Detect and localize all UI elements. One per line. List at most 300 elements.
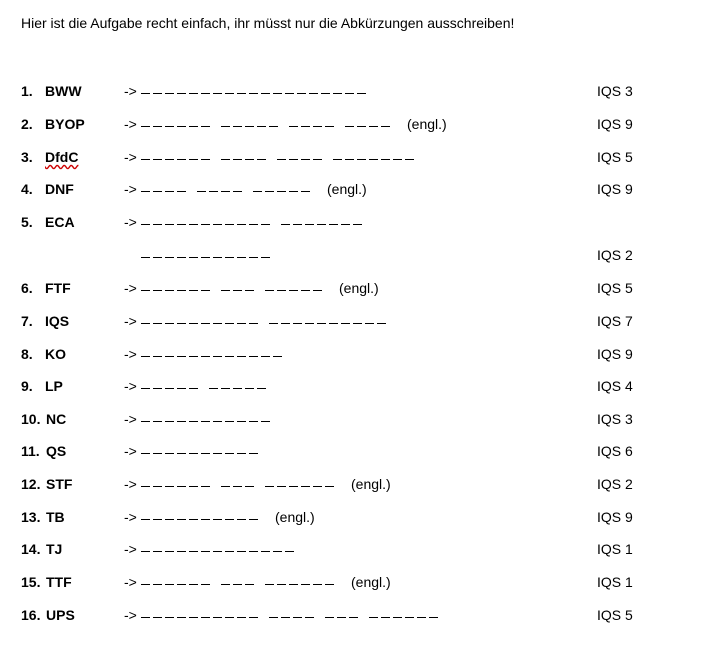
blank-dash <box>225 421 234 422</box>
blank-dash <box>321 93 330 94</box>
blank-dash <box>141 617 150 618</box>
arrow: -> <box>124 280 137 296</box>
answer-blanks[interactable] <box>141 83 377 99</box>
list-item <box>0 443 704 463</box>
blank-dash <box>369 159 378 160</box>
blank-dash <box>153 191 162 192</box>
blank-dash <box>153 486 162 487</box>
answer-blanks[interactable] <box>141 313 397 329</box>
abbreviation: TB <box>46 509 65 525</box>
answer-blanks[interactable] <box>141 541 305 557</box>
blank-dash <box>141 290 150 291</box>
blank-dash <box>165 388 174 389</box>
blank-word-group <box>221 149 269 165</box>
blank-word-group <box>141 476 213 492</box>
blank-dash <box>153 290 162 291</box>
blank-dash <box>257 126 266 127</box>
blank-dash <box>213 421 222 422</box>
blank-dash <box>237 257 246 258</box>
blank-dash <box>233 290 242 291</box>
blank-word-group <box>141 116 213 132</box>
blank-dash <box>273 356 282 357</box>
blank-dash <box>165 421 174 422</box>
blank-dash <box>177 93 186 94</box>
blank-dash <box>253 191 262 192</box>
blank-dash <box>189 290 198 291</box>
list-item <box>0 116 704 136</box>
blank-dash <box>313 159 322 160</box>
arrow: -> <box>124 607 137 623</box>
blank-dash <box>349 617 358 618</box>
blank-dash <box>273 551 282 552</box>
list-item <box>0 411 704 431</box>
blank-dash <box>177 191 186 192</box>
blank-dash <box>233 159 242 160</box>
blank-dash <box>277 584 286 585</box>
blank-dash <box>177 290 186 291</box>
iqs-score: IQS 2 <box>597 476 633 492</box>
blank-dash <box>165 453 174 454</box>
list-item <box>0 378 704 398</box>
blank-dash <box>165 159 174 160</box>
blank-dash <box>221 584 230 585</box>
blank-dash <box>357 93 366 94</box>
list-item <box>0 607 704 627</box>
blank-dash <box>237 519 246 520</box>
blank-word-group <box>281 214 365 230</box>
blank-dash <box>249 224 258 225</box>
blank-dash <box>325 126 334 127</box>
blank-word-group <box>141 346 285 362</box>
blank-dash <box>245 388 254 389</box>
blank-word-group <box>369 607 441 623</box>
blank-dash <box>177 421 186 422</box>
item-number: 5. <box>21 214 33 230</box>
abbreviation: FTF <box>45 280 71 296</box>
blank-dash <box>153 519 162 520</box>
arrow: -> <box>124 411 137 427</box>
blank-dash <box>177 584 186 585</box>
blank-dash <box>141 584 150 585</box>
blank-dash <box>197 191 206 192</box>
blank-dash <box>221 388 230 389</box>
arrow: -> <box>124 149 137 165</box>
blank-dash <box>153 126 162 127</box>
blank-dash <box>233 388 242 389</box>
blank-dash <box>177 126 186 127</box>
blank-dash <box>237 453 246 454</box>
blank-dash <box>329 224 338 225</box>
list-item <box>0 247 704 267</box>
blank-dash <box>417 617 426 618</box>
answer-blanks[interactable] <box>141 247 281 263</box>
item-number: 9. <box>21 378 33 394</box>
blank-dash <box>365 323 374 324</box>
blank-dash <box>429 617 438 618</box>
blank-dash <box>201 290 210 291</box>
blank-dash <box>201 93 210 94</box>
blank-dash <box>269 126 278 127</box>
blank-dash <box>201 617 210 618</box>
blank-dash <box>313 486 322 487</box>
blank-dash <box>165 551 174 552</box>
iqs-score: IQS 3 <box>597 411 633 427</box>
blank-dash <box>177 486 186 487</box>
blank-word-group <box>141 280 213 296</box>
blank-dash <box>237 617 246 618</box>
blank-dash <box>345 126 354 127</box>
blank-word-group <box>141 607 261 623</box>
iqs-score: IQS 1 <box>597 541 633 557</box>
blank-dash <box>141 388 150 389</box>
blank-dash <box>233 191 242 192</box>
answer-blanks[interactable] <box>141 280 379 296</box>
blank-dash <box>313 290 322 291</box>
blank-dash <box>221 191 230 192</box>
blank-dash <box>201 421 210 422</box>
blank-dash <box>337 617 346 618</box>
blank-dash <box>141 224 150 225</box>
blank-dash <box>237 323 246 324</box>
blank-dash <box>165 191 174 192</box>
answer-blanks[interactable] <box>141 411 281 427</box>
instruction-text: Hier ist die Aufgabe recht einfach, ihr müsst nur die Abkürzungen ausschreiben! <box>21 15 515 31</box>
blank-dash <box>201 486 210 487</box>
blank-dash <box>281 224 290 225</box>
blank-word-group <box>141 247 273 263</box>
blank-dash <box>237 356 246 357</box>
blank-word-group <box>265 280 325 296</box>
arrow: -> <box>124 476 137 492</box>
blank-dash <box>213 257 222 258</box>
language-note: (engl.) <box>339 280 379 296</box>
blank-dash <box>225 551 234 552</box>
blank-dash <box>405 617 414 618</box>
blank-dash <box>233 486 242 487</box>
blank-dash <box>249 617 258 618</box>
blank-dash <box>225 617 234 618</box>
blank-dash <box>261 224 270 225</box>
blank-dash <box>153 584 162 585</box>
arrow: -> <box>124 541 137 557</box>
blank-dash <box>313 126 322 127</box>
list-item <box>0 181 704 201</box>
blank-dash <box>213 93 222 94</box>
blank-dash <box>177 323 186 324</box>
blank-word-group <box>141 541 297 557</box>
blank-dash <box>325 617 334 618</box>
blank-dash <box>261 93 270 94</box>
iqs-score: IQS 2 <box>597 247 633 263</box>
blank-dash <box>381 159 390 160</box>
arrow: -> <box>124 83 137 99</box>
abbreviation: ECA <box>45 214 75 230</box>
language-note: (engl.) <box>407 116 447 132</box>
blank-dash <box>257 388 266 389</box>
blank-dash <box>165 257 174 258</box>
blank-dash <box>353 224 362 225</box>
answer-blanks[interactable] <box>141 607 449 623</box>
blank-dash <box>233 584 242 585</box>
blank-dash <box>285 93 294 94</box>
blank-dash <box>189 323 198 324</box>
iqs-score: IQS 5 <box>597 149 633 165</box>
item-number: 10. <box>21 411 41 427</box>
blank-dash <box>165 486 174 487</box>
blank-dash <box>153 159 162 160</box>
abbreviation: BYOP <box>45 116 85 132</box>
blank-dash <box>269 323 278 324</box>
blank-dash <box>141 356 150 357</box>
language-note: (engl.) <box>275 509 315 525</box>
blank-dash <box>189 126 198 127</box>
blank-dash <box>213 356 222 357</box>
blank-dash <box>201 323 210 324</box>
blank-dash <box>153 356 162 357</box>
blank-dash <box>237 224 246 225</box>
abbreviation: QS <box>46 443 67 459</box>
blank-word-group <box>269 607 317 623</box>
blank-dash <box>177 224 186 225</box>
blank-dash <box>225 323 234 324</box>
blank-dash <box>209 191 218 192</box>
blank-dash <box>221 126 230 127</box>
blank-dash <box>189 617 198 618</box>
blank-dash <box>301 290 310 291</box>
blank-dash <box>269 617 278 618</box>
arrow: -> <box>124 181 137 197</box>
blank-dash <box>369 617 378 618</box>
blank-dash <box>225 93 234 94</box>
blank-dash <box>405 159 414 160</box>
blank-word-group <box>221 476 257 492</box>
blank-dash <box>221 159 230 160</box>
blank-dash <box>165 584 174 585</box>
blank-dash <box>165 93 174 94</box>
language-note: (engl.) <box>351 574 391 590</box>
list-item <box>0 346 704 366</box>
blank-dash <box>225 453 234 454</box>
blank-word-group <box>289 116 337 132</box>
blank-dash <box>189 453 198 454</box>
blank-dash <box>377 323 386 324</box>
blank-dash <box>249 453 258 454</box>
blank-dash <box>213 224 222 225</box>
blank-dash <box>265 290 274 291</box>
blank-dash <box>213 323 222 324</box>
answer-blanks[interactable] <box>141 181 367 197</box>
blank-dash <box>277 290 286 291</box>
blank-dash <box>273 93 282 94</box>
answer-blanks[interactable] <box>141 476 391 492</box>
blank-dash <box>201 356 210 357</box>
blank-dash <box>289 159 298 160</box>
blank-word-group <box>333 149 417 165</box>
blank-dash <box>177 388 186 389</box>
blank-dash <box>293 224 302 225</box>
blank-dash <box>333 159 342 160</box>
blank-dash <box>345 159 354 160</box>
blank-dash <box>201 257 210 258</box>
item-number: 7. <box>21 313 33 329</box>
list-item <box>0 83 704 103</box>
list-item <box>0 214 704 234</box>
blank-dash <box>153 617 162 618</box>
blank-dash <box>245 290 254 291</box>
iqs-score: IQS 9 <box>597 116 633 132</box>
blank-dash <box>353 323 362 324</box>
blank-word-group <box>265 476 337 492</box>
blank-dash <box>177 617 186 618</box>
arrow: -> <box>124 116 137 132</box>
blank-dash <box>201 224 210 225</box>
blank-dash <box>341 224 350 225</box>
item-number: 11. <box>21 443 40 459</box>
blank-dash <box>293 323 302 324</box>
blank-dash <box>277 159 286 160</box>
blank-dash <box>277 486 286 487</box>
blank-dash <box>233 126 242 127</box>
blank-dash <box>325 486 334 487</box>
blank-dash <box>261 356 270 357</box>
blank-word-group <box>141 509 261 525</box>
blank-dash <box>369 126 378 127</box>
answer-blanks[interactable] <box>141 443 269 459</box>
arrow: -> <box>124 443 137 459</box>
blank-dash <box>237 551 246 552</box>
blank-dash <box>189 356 198 357</box>
blank-dash <box>177 519 186 520</box>
blank-dash <box>213 617 222 618</box>
item-number: 15. <box>21 574 41 590</box>
blank-dash <box>225 257 234 258</box>
blank-dash <box>265 584 274 585</box>
blank-dash <box>189 93 198 94</box>
blank-word-group <box>253 181 313 197</box>
arrow: -> <box>124 509 137 525</box>
blank-dash <box>201 453 210 454</box>
answer-blanks[interactable] <box>141 149 425 165</box>
blank-dash <box>165 126 174 127</box>
blank-dash <box>141 453 150 454</box>
blank-dash <box>141 551 150 552</box>
blank-dash <box>189 519 198 520</box>
blank-dash <box>245 584 254 585</box>
blank-word-group <box>141 378 201 394</box>
blank-dash <box>189 421 198 422</box>
blank-word-group <box>141 214 273 230</box>
blank-dash <box>189 551 198 552</box>
blank-dash <box>213 519 222 520</box>
item-number: 8. <box>21 346 33 362</box>
answer-blanks[interactable] <box>141 574 391 590</box>
blank-dash <box>141 159 150 160</box>
answer-blanks[interactable] <box>141 214 373 230</box>
blank-dash <box>153 257 162 258</box>
abbreviation: DNF <box>45 181 74 197</box>
iqs-score: IQS 5 <box>597 280 633 296</box>
blank-dash <box>285 551 294 552</box>
iqs-score: IQS 7 <box>597 313 633 329</box>
blank-dash <box>177 257 186 258</box>
arrow: -> <box>124 313 137 329</box>
blank-dash <box>201 519 210 520</box>
blank-dash <box>177 159 186 160</box>
blank-dash <box>189 257 198 258</box>
blank-dash <box>177 453 186 454</box>
answer-blanks[interactable] <box>141 346 293 362</box>
iqs-score: IQS 9 <box>597 346 633 362</box>
blank-word-group <box>265 574 337 590</box>
blank-dash <box>281 617 290 618</box>
blank-dash <box>153 224 162 225</box>
blank-dash <box>289 290 298 291</box>
answer-blanks[interactable] <box>141 378 277 394</box>
blank-dash <box>189 224 198 225</box>
blank-dash <box>261 551 270 552</box>
blank-dash <box>293 617 302 618</box>
blank-dash <box>249 519 258 520</box>
blank-dash <box>189 584 198 585</box>
blank-dash <box>329 323 338 324</box>
blank-dash <box>153 388 162 389</box>
answer-blanks[interactable] <box>141 116 447 132</box>
item-number: 12. <box>21 476 41 492</box>
list-item <box>0 476 704 496</box>
item-number: 13. <box>21 509 41 525</box>
blank-dash <box>225 519 234 520</box>
abbreviation: TTF <box>46 574 72 590</box>
blank-dash <box>237 421 246 422</box>
blank-word-group <box>325 607 361 623</box>
blank-dash <box>209 388 218 389</box>
blank-dash <box>301 584 310 585</box>
blank-dash <box>325 584 334 585</box>
blank-dash <box>189 388 198 389</box>
blank-word-group <box>141 574 213 590</box>
blank-word-group <box>221 116 281 132</box>
blank-dash <box>201 126 210 127</box>
blank-dash <box>381 126 390 127</box>
blank-dash <box>165 290 174 291</box>
blank-dash <box>245 486 254 487</box>
blank-dash <box>165 617 174 618</box>
blank-dash <box>165 356 174 357</box>
blank-dash <box>221 290 230 291</box>
iqs-score: IQS 4 <box>597 378 633 394</box>
blank-dash <box>393 617 402 618</box>
blank-dash <box>317 323 326 324</box>
item-number: 1. <box>21 83 33 99</box>
iqs-score: IQS 9 <box>597 181 633 197</box>
blank-dash <box>297 93 306 94</box>
item-number: 6. <box>21 280 33 296</box>
arrow: -> <box>124 346 137 362</box>
list-item <box>0 149 704 169</box>
blank-word-group <box>141 411 273 427</box>
abbreviation: KO <box>45 346 66 362</box>
blank-word-group <box>209 378 269 394</box>
iqs-score: IQS 9 <box>597 509 633 525</box>
answer-blanks[interactable] <box>141 509 315 525</box>
arrow: -> <box>124 214 137 230</box>
blank-dash <box>141 93 150 94</box>
blank-dash <box>381 617 390 618</box>
blank-dash <box>249 421 258 422</box>
blank-dash <box>245 159 254 160</box>
abbreviation: TJ <box>46 541 63 557</box>
list-item <box>0 280 704 300</box>
